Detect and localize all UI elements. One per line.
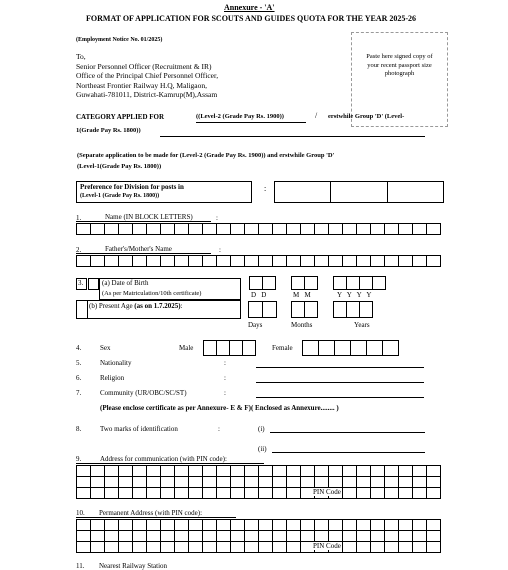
address-line-2: Office of the Principal Chief Personnel Officer, xyxy=(76,71,219,80)
field-7-colon: : xyxy=(224,389,226,397)
community-input[interactable] xyxy=(256,397,424,398)
separate-note-1: (Separate application to be made for (Level-2 (Grade Pay Rs. 1900)) and erstwhile Group 'D' xyxy=(77,152,335,159)
mark-1-input[interactable] xyxy=(270,432,425,433)
sex-male-label: Male xyxy=(179,344,194,352)
field-1-number: 1. xyxy=(76,214,82,222)
field-3-number-box xyxy=(76,278,87,290)
age-colon: : xyxy=(180,302,183,310)
communication-address-grid[interactable] xyxy=(76,465,441,499)
nationality-input[interactable] xyxy=(256,367,424,368)
field-5-label: Nationality xyxy=(100,359,132,367)
dob-sub-label: (As per Matriculation/10th certificate) xyxy=(102,290,202,297)
dob-month-hint: M M xyxy=(293,291,311,299)
age-months-input[interactable] xyxy=(291,301,317,318)
age-years-caption: Years xyxy=(354,321,370,329)
name-label-underline xyxy=(76,221,211,222)
category-slash: / xyxy=(315,111,318,120)
field-10-number: 10. xyxy=(76,509,85,517)
field-7-label: Community (UR/OBC/SC/ST) xyxy=(100,389,187,397)
category-underline-1 xyxy=(196,122,306,123)
field-3-blank-box xyxy=(88,278,99,290)
form-title: FORMAT OF APPLICATION FOR SCOUTS AND GUIDES QUOTA FOR THE YEAR 2025-26 xyxy=(86,14,417,23)
community-certificate-note: (Please enclose certificate as per Annexure- E & F)( Enclosed as Annexure........ ) xyxy=(100,404,339,412)
sex-female-label: Female xyxy=(272,344,293,352)
age-label-box xyxy=(76,300,241,319)
field-6-label: Religion xyxy=(100,374,125,382)
name-input-grid[interactable] xyxy=(76,223,441,235)
address-line-3: Northeast Frontier Railway H.Q, Maligaon, xyxy=(76,80,208,90)
communication-pin-label: PIN Code xyxy=(313,488,341,496)
employment-notice: (Employment Notice No. 01/2025) xyxy=(76,37,163,43)
category-option-level2[interactable]: ((Level-2 (Grade Pay Rs. 1900)) xyxy=(196,113,284,120)
category-underline-2 xyxy=(160,136,425,137)
age-label xyxy=(89,302,183,310)
field-8-number: 8. xyxy=(76,425,82,433)
sex-male-input[interactable] xyxy=(203,340,255,356)
field-2-colon: : xyxy=(219,246,221,254)
dob-day-input[interactable] xyxy=(249,276,275,290)
field-10-label: Permanent Address (with PIN code): xyxy=(99,509,203,517)
separate-note-2: (Level-1(Grade Pay Rs. 1800)) xyxy=(77,163,162,170)
parent-label-underline xyxy=(76,253,211,254)
sex-female-input[interactable] xyxy=(302,340,398,356)
age-box-divider xyxy=(87,300,88,319)
field-11-label: Nearest Railway Station xyxy=(99,562,168,570)
dob-label-box xyxy=(99,278,241,300)
mark-2-label: (ii) xyxy=(258,445,267,453)
field-9-underline xyxy=(76,463,264,464)
field-8-label: Two marks of identification xyxy=(100,425,178,433)
field-1-label: Name (IN BLOCK LETTERS) xyxy=(105,213,193,221)
category-option-level1-a[interactable]: erstwhile Group 'D' (Level- xyxy=(328,113,405,120)
age-years-input[interactable] xyxy=(333,301,372,318)
field-11-number: 11. xyxy=(76,562,85,570)
address-to: To, xyxy=(76,52,86,61)
category-option-level1-b[interactable]: 1(Grade Pay Rs. 1800)) xyxy=(76,127,141,134)
field-8-colon: : xyxy=(218,425,220,433)
field-2-label: Father's/Mother's Name xyxy=(105,245,172,253)
dob-year-input[interactable] xyxy=(333,276,385,290)
preference-colon: : xyxy=(264,184,267,193)
field-7-number: 7. xyxy=(76,389,82,397)
photo-instruction-2: your recent passport size xyxy=(367,61,432,69)
age-reference-date: (as on 1.7.2025) xyxy=(134,302,181,310)
photo-instruction-1: Paste here signed copy of xyxy=(366,53,433,60)
permanent-pin-label: PIN Code xyxy=(313,542,341,550)
field-2-number: 2. xyxy=(76,246,82,254)
preference-line-1: Preference for Division for posts in xyxy=(80,183,184,191)
field-4-label: Sex xyxy=(100,344,111,352)
dob-day-hint: D D xyxy=(251,291,267,299)
photo-instruction-3: photograph xyxy=(384,70,415,77)
field-4-number: 4. xyxy=(76,344,82,352)
religion-input[interactable] xyxy=(256,382,424,383)
field-5-number: 5. xyxy=(76,359,82,367)
age-label-text: (b) Present Age xyxy=(89,302,133,310)
recipient-address xyxy=(76,52,218,100)
field-1-colon: : xyxy=(216,214,218,222)
annexure-label: Annexure - 'A' xyxy=(224,3,275,12)
field-3-number: 3. xyxy=(78,279,84,287)
field-10-underline xyxy=(76,517,236,518)
field-6-colon: : xyxy=(224,374,226,382)
address-line-1: Senior Personnel Officer (Recruitment & IR) xyxy=(76,61,212,71)
dob-year-hint: Y Y Y Y xyxy=(337,291,372,299)
age-months-caption: Months xyxy=(291,321,313,329)
parent-name-input-grid[interactable] xyxy=(76,255,441,267)
dob-month-input[interactable] xyxy=(291,276,317,290)
category-label: CATEGORY APPLIED FOR xyxy=(76,113,165,121)
mark-2-input[interactable] xyxy=(272,452,425,453)
preference-label-box xyxy=(76,181,252,203)
mark-1-label: (i) xyxy=(258,425,265,433)
age-days-caption: Days xyxy=(248,321,263,329)
address-line-4: Guwahati-781011, District-Kamrup(M),Assam xyxy=(76,90,218,99)
preference-line-2: (Level-1 (Grade Pay Rs. 1800)) xyxy=(80,193,160,199)
dob-label: (a) Date of Birth xyxy=(102,279,149,287)
permanent-address-grid[interactable] xyxy=(76,519,441,553)
field-6-number: 6. xyxy=(76,374,82,382)
field-5-colon: : xyxy=(224,359,226,367)
field-9-number: 9. xyxy=(76,455,82,463)
age-days-input[interactable] xyxy=(248,301,276,318)
field-9-label: Address for communication (with PIN code): xyxy=(100,455,227,463)
preference-input[interactable] xyxy=(274,181,443,203)
